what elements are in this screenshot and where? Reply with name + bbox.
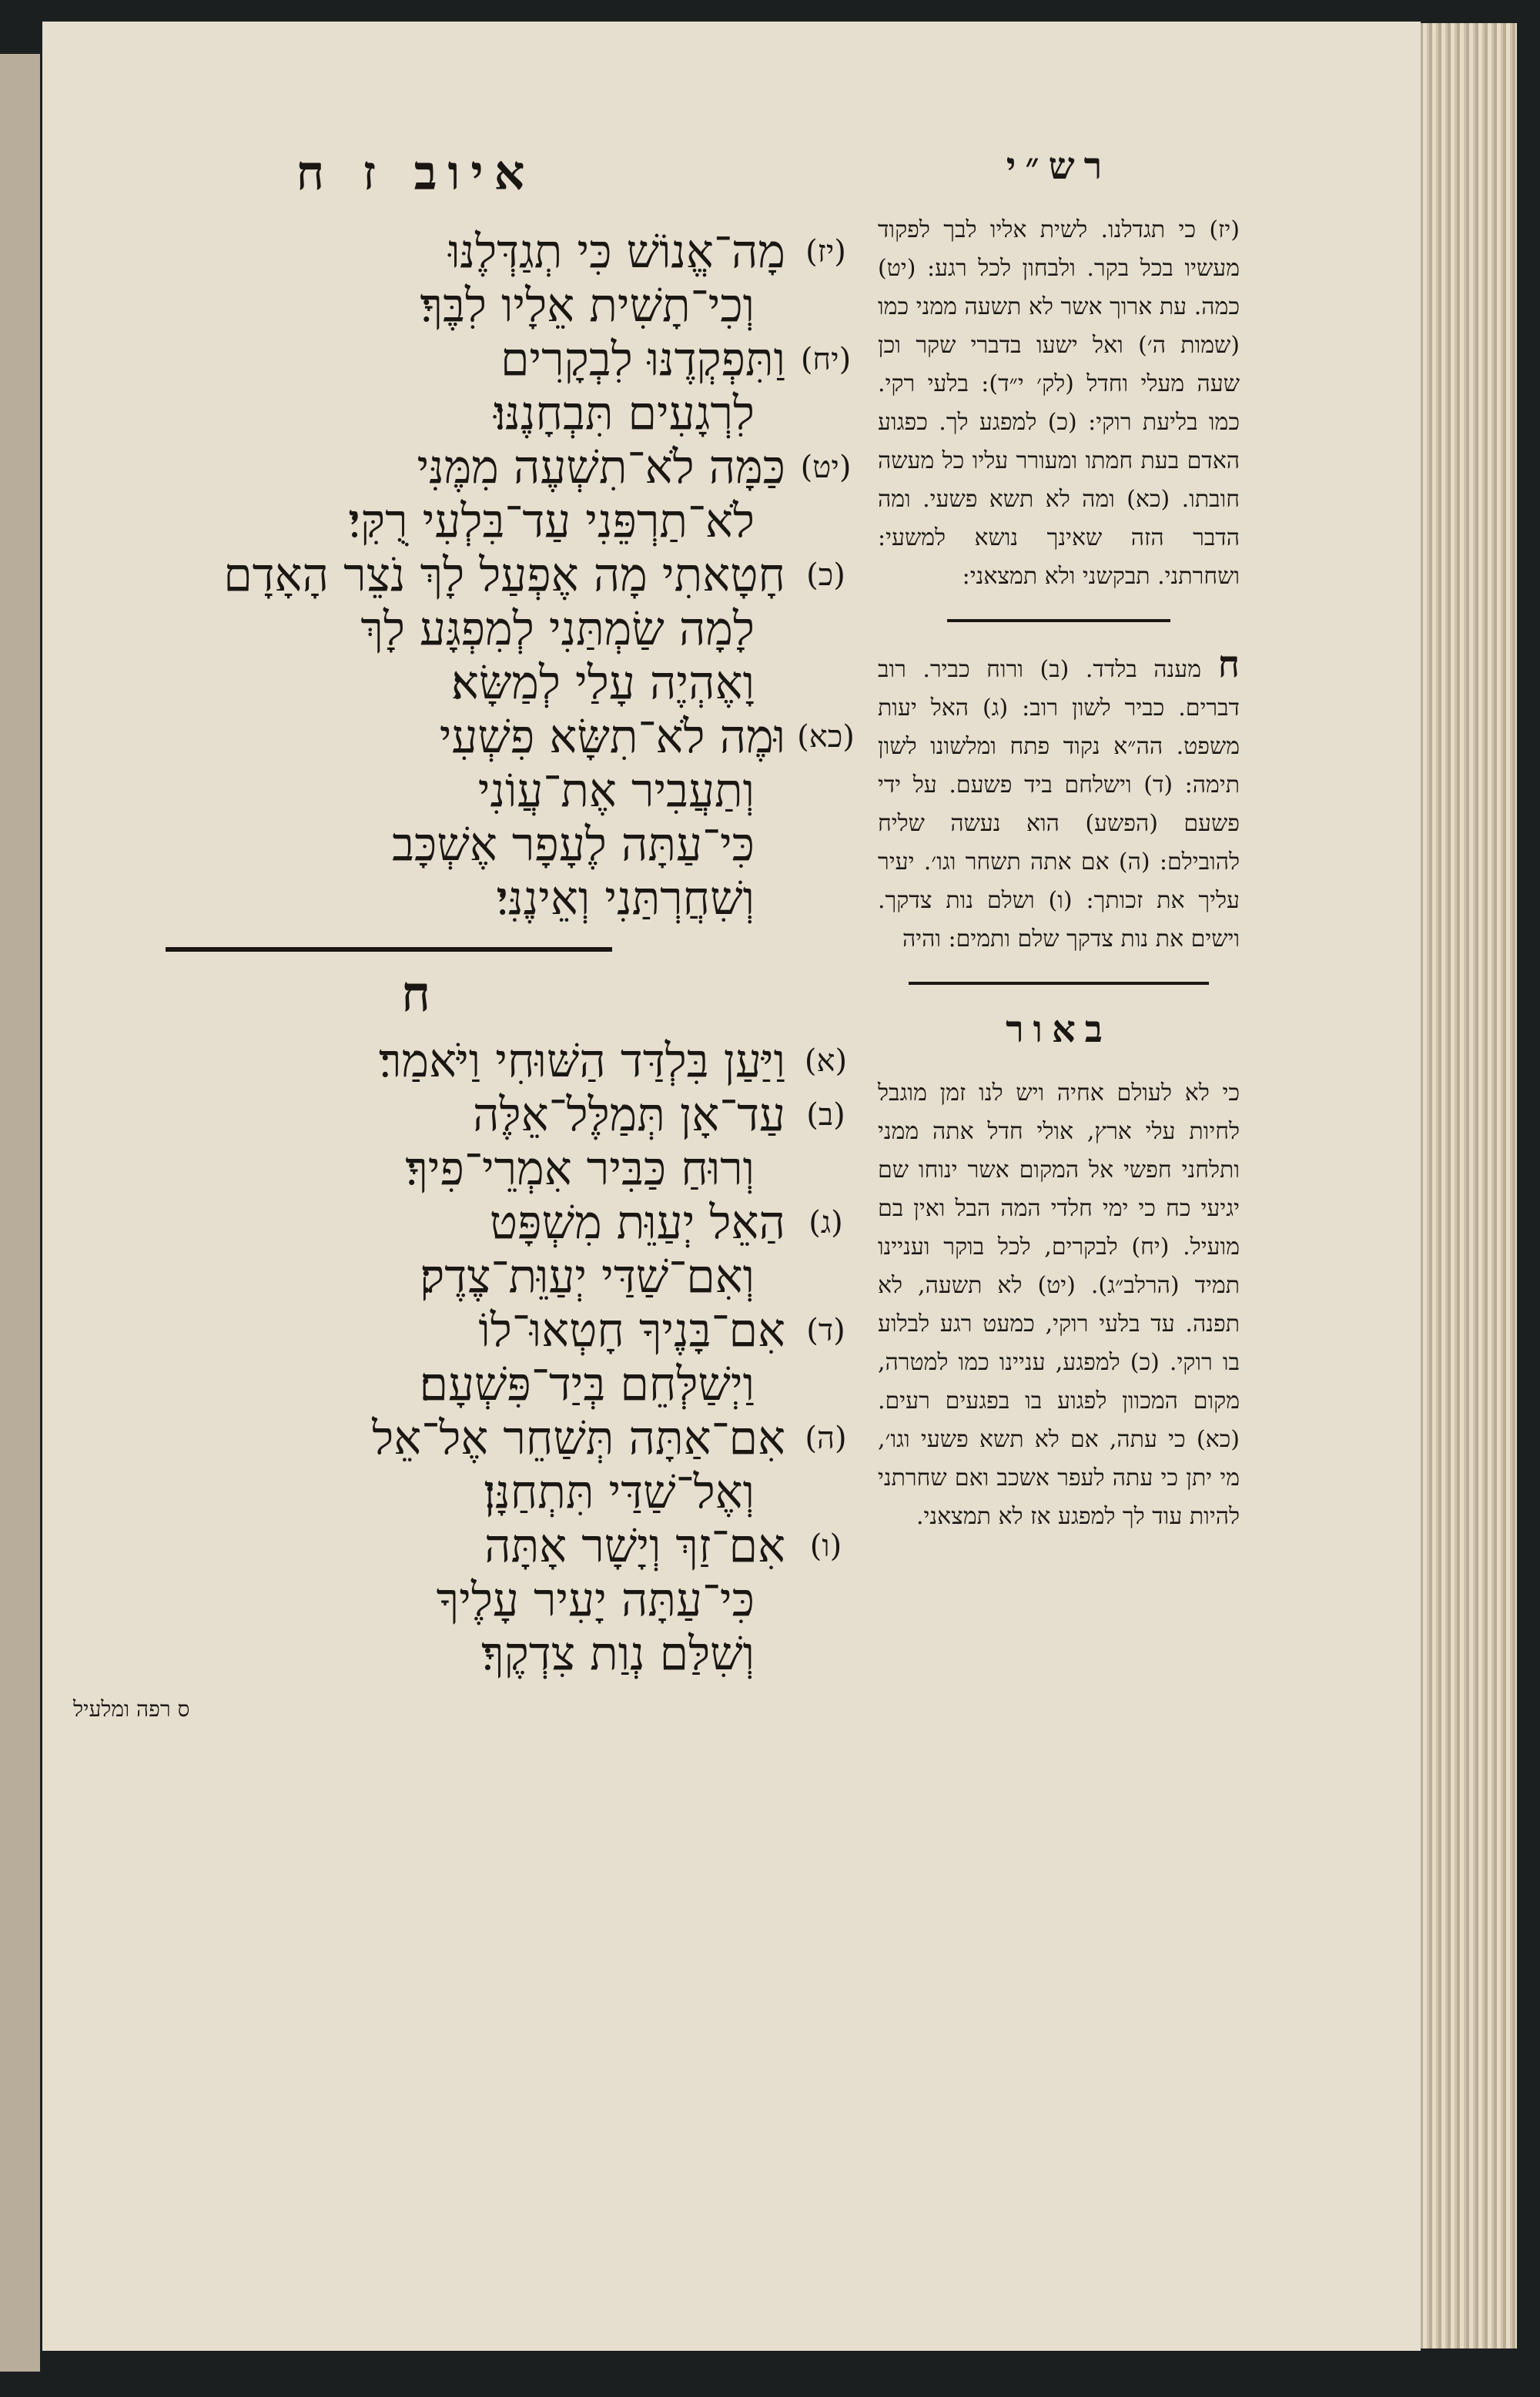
verse-number: (ג) — [808, 1205, 843, 1240]
verse-text: אִם־זַךְ וְיָשָׁר אָתָּה — [484, 1519, 785, 1573]
verse-number: (ב) — [806, 1097, 845, 1133]
masora-footnote: ס רפה ומלעיל — [73, 1696, 190, 1722]
verse-text: עַד־אָן תְּמַלֶּל־אֵלֶּה — [473, 1088, 785, 1142]
verse — [58, 1519, 866, 1681]
biur-text-block — [878, 1074, 1240, 1536]
verse-number: (יז) — [805, 234, 846, 269]
rashi-header: רש״י — [1006, 145, 1112, 188]
verse-line — [58, 602, 866, 656]
verse-text: לִרְגָעִים תִּבְחָנֶנּוּ׃ — [494, 387, 755, 440]
verse — [58, 1304, 866, 1411]
biur-text: כי לא לעולם אחיה ויש לנו זמן מוגבל לחיות עלי ארץ, אולי חדל אתה ממני ותלחני חפשי אל המקום אשר ינוחו שם יגיעי כח כי ימי חלדי המה הבל ואין בם מועיל. (יח) לבקרים, לכל בוקר ועניינו תמיד (הרלב״ג). (יט) לא תשעה, לא תפנה. עד בלעי רוקי, כמעט רגע לבלוע בו רוקי. (כ) למפגע, עניינו כמו למטרה, מקום המכוון לפגוע בו בפגעים רעים. (כא) כי עתה, אם לא תשא פשעי וגו׳, מי יתן כי עתה לעפר אשכב ואם שחרתני להיות עוד לך למפגע אז לא תמצאני. — [878, 1080, 1240, 1530]
verse-line — [58, 872, 866, 926]
biur-divider — [909, 982, 1209, 985]
rashi-text: מענה בלדד. (ב) ורוח כביר. רוב דברים. כביר לשון רוב: (ג) האל יעות משפט. הה״א נקוד פתח ומלשונו לשון תימה: (ד) וישלחם ביד פשעם. על ידי פשעם (הפשע) הוא נעשה שליח להובילם: (ה) אם אתה תשחר וגו׳. יעיר עליך את זכותך: (ו) ושלם נות צדקך. וישים את נות צדקך שלם ותמים: והיה — [878, 656, 1240, 952]
verse-line — [58, 656, 866, 710]
verse-line — [58, 1519, 866, 1573]
verse-text: כִּי־עַתָּה יָעִיר עָלֶיךָ — [436, 1573, 755, 1627]
verse — [58, 710, 866, 926]
verse — [58, 1034, 866, 1088]
verse-number: (יט) — [800, 450, 852, 485]
verse-number: (ד) — [806, 1313, 845, 1348]
verse-text: חָטָאתִי מָה אֶפְעַל לָךְ נֹצֵר הָאָדָם — [223, 548, 785, 602]
verse-line — [58, 440, 866, 494]
verse-text: וְאִם־שַׁדַּי יְעַוֵּת־צֶדֶק׃ — [420, 1250, 755, 1304]
verse-text: וַיַּעַן בִּלְדַּד הַשּׁוּחִי וַיֹּאמַר׃ — [379, 1034, 785, 1088]
chapter-divider — [166, 947, 612, 952]
rashi-chapter-letter: ח — [1217, 643, 1240, 686]
rashi-chapter-7 — [878, 211, 1240, 596]
verse-line — [58, 710, 866, 764]
verse-line — [58, 1304, 866, 1358]
verse-text: אִם־אַתָּה תְּשַׁחֵר אֶל־אֵל — [372, 1411, 785, 1465]
verse-line — [58, 1088, 866, 1142]
verse-text: אִם־בָּנֶיךָ חָטְאוּ־לוֹ — [478, 1304, 785, 1358]
verse-number: (יח) — [800, 342, 852, 377]
verse — [58, 1411, 866, 1519]
chapter-8-verses — [58, 1034, 866, 1681]
verse-line — [58, 1196, 866, 1250]
verse-line — [58, 1034, 866, 1088]
verse-text: כַּמָּה לֹא־תִשְׁעֶה מִמֶּנִּי — [417, 440, 785, 494]
verse-number: (כא) — [797, 719, 855, 755]
verse-number: (ו) — [809, 1528, 842, 1564]
verse — [58, 548, 866, 710]
verse-line — [58, 494, 866, 548]
verse — [58, 225, 866, 333]
verse-text: וְתַעֲבִיר אֶת־עֲוֹנִי — [477, 764, 755, 818]
verse-line — [58, 548, 866, 602]
verse-text: וְשִׁחֲרְתַּנִי וְאֵינֶנִּי׃ — [496, 872, 755, 926]
book-page — [42, 22, 1421, 2351]
verse-line — [58, 1358, 866, 1411]
verse-text: לָמָה שַׂמְתַּנִי לְמִפְגָּע לָךְ — [360, 602, 755, 656]
verse-text: וְכִי־תָשִׁית אֵלָיו לִבֶּךָ׃ — [420, 279, 755, 333]
verse-line — [58, 1411, 866, 1465]
verse-text: וַיְשַׁלְּחֵם בְּיַד־פִּשְׁעָם׃ — [419, 1358, 755, 1411]
verse-line — [58, 333, 866, 387]
verse — [58, 1196, 866, 1304]
scripture-column — [58, 145, 866, 2224]
verse-line — [58, 1465, 866, 1519]
verse-text: וְרוּחַ כַּבִּיר אִמְרֵי־פִיךָ׃ — [405, 1142, 755, 1196]
rashi-chapter-8 — [878, 645, 1240, 959]
verse-text: כִּי־עַתָּה לֶעָפָר אֶשְׁכָּב — [392, 818, 755, 872]
verse — [58, 333, 866, 440]
verse-line — [58, 279, 866, 333]
verse-text: וְאֶל־שַׁדַּי תִּתְחַנָּן׃ — [483, 1465, 755, 1519]
book-left-edge — [0, 54, 40, 2372]
verse-text: הַאֵל יְעַוֵּת מִשְׁפָּט — [489, 1196, 785, 1250]
verse-number: (א) — [804, 1043, 848, 1079]
verse-text: וַתִּפְקְדֶנּוּ לִבְקָרִים — [500, 333, 785, 387]
chapter-7-verses — [58, 225, 866, 926]
rashi-text: (יז) כי תגדלנו. לשית אליו לבך לפקוד מעשיו בכל בקר. ולבחון לכל רגע: (יט) כמה. עת ארוך אשר לא תשעה ממני כמו (שמות ה׳) ואל ישעו בדברי שקר וכן שעה מעלי וחדל (לק׳ י״ד): בלעי רקי. כמו בליעת רוקי: (כ) למפגע לך. כפגוע האדם בעת חמתו ומעורר עליו כל מעשה חובתו. (כא) ומה לא תשא פשעי. ומה הדבר הזה שאינך נושא למשעי: ושחרתני. תבקשני ולא תמצאני: — [878, 216, 1240, 590]
verse-line — [58, 818, 866, 872]
verse-line — [58, 1627, 866, 1681]
verse-line — [58, 1142, 866, 1196]
chapter-marker: ח — [401, 966, 430, 1023]
verse-line — [58, 387, 866, 440]
verse-line — [58, 764, 866, 818]
verse — [58, 1088, 866, 1196]
verse-text: וָאֶהְיֶה עָלַי לְמַשָּׂא׃ — [450, 656, 755, 710]
verse-text: לֹא־תַרְפֵּנִי עַד־בִּלְעִי רֻקִּי׃ — [348, 494, 755, 548]
verse-text: וּמֶה לֹא־תִשָּׂא פִשְׁעִי — [439, 710, 785, 764]
verse-text: וְשִׁלַּם נְוַת צִדְקֶךָ׃ — [481, 1627, 755, 1681]
verse-line — [58, 1250, 866, 1304]
commentary-column — [878, 145, 1240, 2224]
running-header: איוב ז ח — [296, 145, 536, 201]
verse-line — [58, 1573, 866, 1627]
rashi-divider — [947, 619, 1170, 622]
verse-text: מָה־אֱנוֹשׁ כִּי תְגַדְּלֶנּוּ — [448, 225, 785, 279]
verse-line — [58, 225, 866, 279]
verse — [58, 440, 866, 548]
biur-header: באור — [1006, 1008, 1112, 1051]
verse-number: (כ) — [806, 557, 845, 593]
verse-number: (ה) — [805, 1421, 847, 1456]
